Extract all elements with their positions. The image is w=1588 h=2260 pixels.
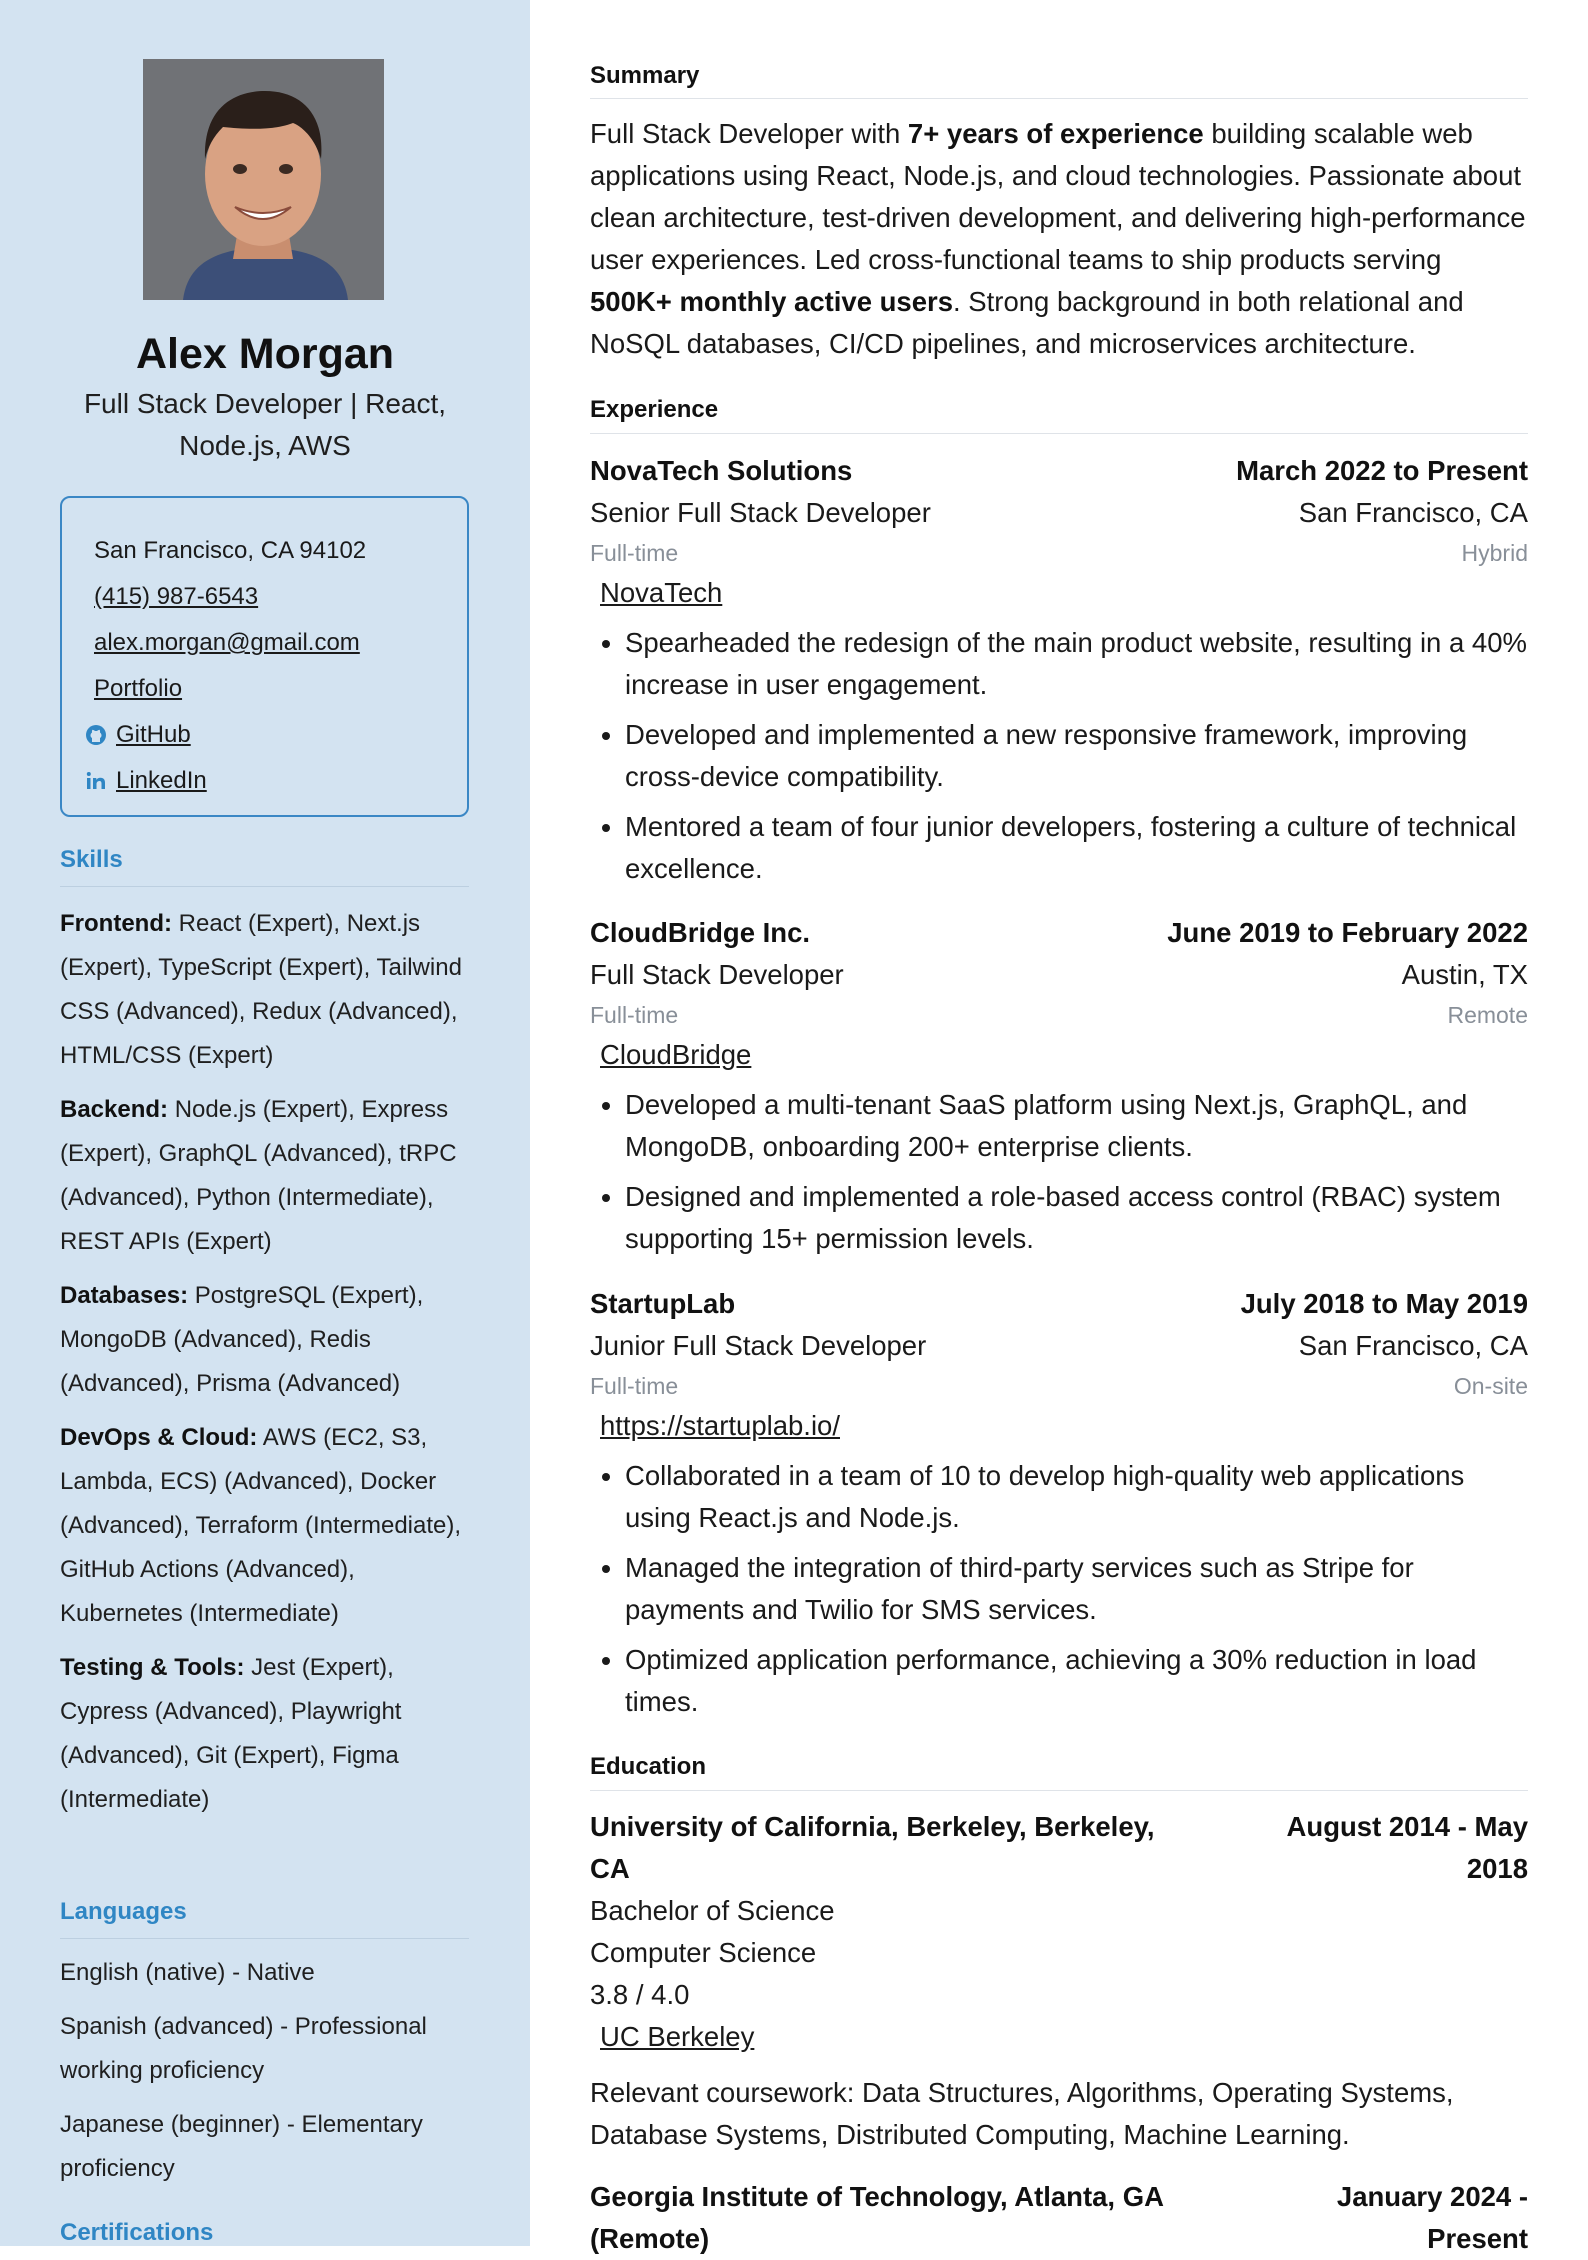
school-dates: August 2014 - May 2018 (1286, 1811, 1528, 1884)
job-type: Full-time (590, 1002, 679, 1028)
contact-location: San Francisco, CA 94102 (94, 537, 367, 564)
school-name: University of California, Berkeley, Berkeley, CA (590, 1811, 1155, 1884)
job-bullets (590, 622, 1528, 890)
job-title: Junior Full Stack Developer (590, 1330, 927, 1361)
job-dates: July 2018 to May 2019 (1240, 1288, 1528, 1319)
job-title: Senior Full Stack Developer (590, 497, 931, 528)
degree: Bachelor of Science (590, 1895, 835, 1926)
skill-group-label: DevOps & Cloud: (60, 1424, 258, 1451)
job-bullets (590, 1455, 1528, 1723)
job-location: Austin, TX (1401, 959, 1528, 990)
language-item: Japanese (beginner) - Elementary proficiency (60, 2111, 423, 2182)
skill-group (60, 1088, 480, 1264)
language-item: English (native) - Native (60, 1959, 315, 1986)
experience-heading: Experience (590, 396, 719, 423)
field-of-study: Computer Science (590, 1937, 817, 1968)
education-entry (590, 1806, 1528, 2156)
skill-group (60, 1274, 480, 1406)
avatar (143, 59, 384, 300)
education-entry (590, 2176, 1528, 2260)
job-location: San Francisco, CA (1298, 1330, 1528, 1361)
skill-group-label: Testing & Tools: (60, 1654, 245, 1681)
sidebar (0, 0, 530, 2246)
job-company: StartupLab (590, 1288, 736, 1319)
company-link[interactable]: CloudBridge (600, 1039, 752, 1070)
divider (590, 1790, 1528, 1791)
divider (60, 1938, 469, 1939)
summary-text: Full Stack Developer with 7+ years of experience building scalable web applications using React, Node.js, and cloud technologies. Passionate about clean architecture, test-driven development, and delivering high-performance user experiences. Led cross-functional teams to ship products serving 500K+ monthly active users. Strong background in both relational and NoSQL databases, CI/CD pipelines, and microservices architecture. (590, 118, 1526, 359)
job-mode: Hybrid (1461, 540, 1528, 566)
job-bullets (590, 1084, 1528, 1260)
job-dates: June 2019 to February 2022 (1167, 917, 1528, 948)
skill-group-text: PostgreSQL (Expert), MongoDB (Advanced), Redis (Advanced), Prisma (Advanced) (60, 1282, 424, 1397)
list-item: • Collaborated in a team of 10 to develop high-quality web applications using React.js and Node.js. (625, 1455, 1528, 1539)
list-item: • Spearheaded the redesign of the main product website, resulting in a 40% increase in user engagement. (625, 622, 1528, 706)
list-item: • Optimized application performance, achieving a 30% reduction in load times. (625, 1639, 1528, 1723)
school-link[interactable]: UC Berkeley (600, 2021, 755, 2052)
job-type: Full-time (590, 540, 679, 566)
coursework: Relevant coursework: Data Structures, Algorithms, Operating Systems, Database Systems, Distributed Computing, Machine Learning. (590, 2077, 1454, 2150)
skill-group-label: Backend: (60, 1096, 169, 1123)
company-link[interactable]: NovaTech (600, 577, 723, 608)
skill-group (60, 1416, 480, 1636)
skill-group-text: Node.js (Expert), Express (Expert), GraphQL (Advanced), tRPC (Advanced), Python (Intermediate), REST APIs (Expert) (60, 1096, 457, 1255)
job-entry (590, 912, 1528, 1268)
github-link[interactable]: GitHub (116, 721, 191, 748)
job-company: NovaTech Solutions (590, 455, 853, 486)
skill-group-text: AWS (EC2, S3, Lambda, ECS) (Advanced), Docker (Advanced), Terraform (Intermediate), GitHub Actions (Advanced), Kubernetes (Intermediate) (60, 1424, 462, 1627)
skills-heading: Skills (60, 846, 123, 873)
job-entry (590, 450, 1528, 898)
linkedin-link[interactable]: LinkedIn (116, 767, 207, 794)
job-mode: On-site (1453, 1373, 1528, 1399)
company-link[interactable]: https://startuplab.io/ (600, 1410, 840, 1441)
job-location: San Francisco, CA (1298, 497, 1528, 528)
github-icon (84, 723, 108, 747)
portfolio-link[interactable]: Portfolio (94, 675, 183, 702)
list-item: • Mentored a team of four junior developers, fostering a culture of technical excellence. (625, 806, 1528, 890)
contact-phone-link[interactable]: (415) 987-6543 (94, 583, 259, 610)
skills-list (60, 902, 480, 1832)
list-item: • Developed a multi-tenant SaaS platform using Next.js, GraphQL, and MongoDB, onboarding 200+ enterprise clients. (625, 1084, 1528, 1168)
skill-group-text: Jest (Expert), Cypress (Advanced), Playwright (Advanced), Git (Expert), Figma (Intermediate) (60, 1654, 402, 1813)
profile-photo (143, 59, 384, 300)
skill-group-text: React (Expert), Next.js (Expert), TypeScript (Expert), Tailwind CSS (Advanced), Redux (Advanced), HTML/CSS (Expert) (60, 910, 462, 1069)
skill-group (60, 1646, 480, 1822)
job-dates: March 2022 to Present (1236, 455, 1528, 486)
contact-card (60, 496, 469, 817)
languages-heading: Languages (60, 1898, 187, 1925)
skill-group-label: Databases: (60, 1282, 189, 1309)
school-dates: January 2024 - Present (1336, 2181, 1528, 2254)
list-item: • Designed and implemented a role-based access control (RBAC) system supporting 15+ permission levels. (625, 1176, 1528, 1260)
language-item: Spanish (advanced) - Professional working proficiency (60, 2013, 427, 2084)
job-type: Full-time (590, 1373, 679, 1399)
list-item: • Developed and implemented a new responsive framework, improving cross-device compatibility. (625, 714, 1528, 798)
divider (590, 433, 1528, 434)
education-heading: Education (590, 1753, 707, 1780)
job-mode: Remote (1447, 1002, 1528, 1028)
divider (60, 886, 469, 887)
skill-group (60, 902, 480, 1078)
divider (590, 98, 1528, 99)
skill-group-label: Frontend: (60, 910, 172, 937)
job-company: CloudBridge Inc. (590, 917, 810, 948)
profile-headline: Full Stack Developer | React, Node.js, AWS (83, 388, 447, 461)
languages-list (60, 1951, 480, 2201)
linkedin-icon (84, 769, 108, 793)
summary-heading: Summary (590, 62, 700, 89)
job-entry (590, 1283, 1528, 1731)
contact-email-link[interactable]: alex.morgan@gmail.com (94, 629, 360, 656)
school-name: Georgia Institute of Technology, Atlanta, GA (Remote) (590, 2181, 1163, 2254)
certifications-heading: Certifications (60, 2219, 214, 2246)
list-item: • Managed the integration of third-party services such as Stripe for payments and Twilio for SMS services. (625, 1547, 1528, 1631)
job-title: Full Stack Developer (590, 959, 844, 990)
profile-name: Alex Morgan (135, 330, 395, 378)
gpa: 3.8 / 4.0 (590, 1979, 690, 2010)
